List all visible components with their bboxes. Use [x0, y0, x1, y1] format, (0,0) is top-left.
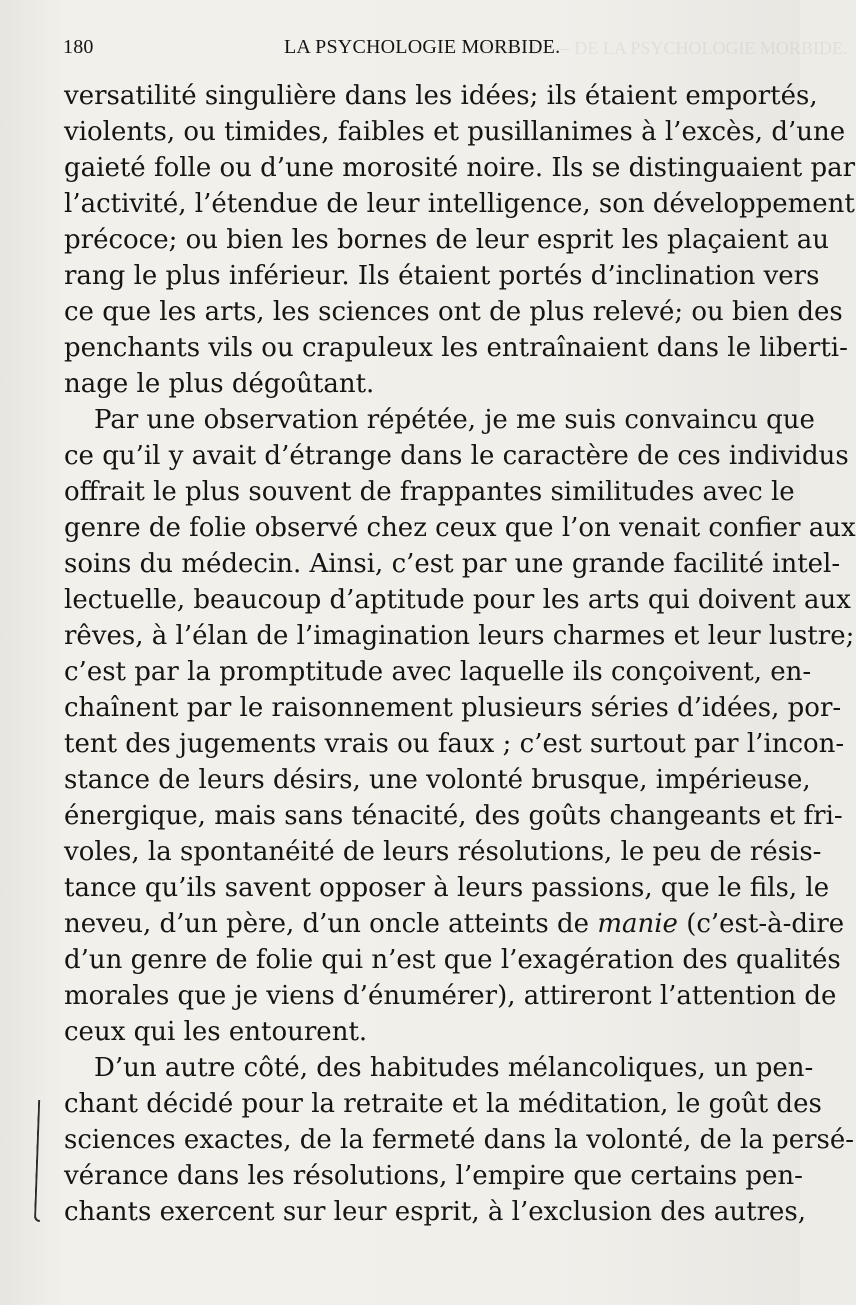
text-line: ceux qui les entourent.	[64, 1017, 368, 1047]
text-line: penchants vils ou crapuleux les entraînaient dans le liberti-	[64, 333, 848, 363]
text-line: vérance dans les résolutions, l’empire que certains pen-	[64, 1161, 803, 1191]
page-number: 180	[63, 36, 94, 58]
text-line: énergique, mais sans ténacité, des goûts changeants et fri-	[64, 801, 843, 831]
text-line: violents, ou timides, faibles et pusillanimes à l’excès, d’une	[64, 117, 846, 147]
text-line: chant décidé pour la retraite et la méditation, le goût des	[64, 1089, 822, 1119]
text-line: d’un genre de folie qui n’est que l’exagération des qualités	[64, 945, 841, 975]
text-line: tent des jugements vrais ou faux ; c’est surtout par l’incon-	[64, 729, 845, 759]
text-line: c’est par la promptitude avec laquelle ils conçoivent, en-	[64, 657, 812, 687]
text-line: ce qu’il y avait d’étrange dans le caractère de ces individus	[64, 441, 849, 471]
text-line: offrait le plus souvent de frappantes similitudes avec le	[64, 477, 795, 507]
text-line: Par une observation répétée, je me suis convaincu que	[94, 405, 815, 435]
text-line: chaînent par le raisonnement plusieurs séries d’idées, por-	[64, 693, 842, 723]
show-through-text: PART. II. — DE LA PSYCHOLOGIE MORBIDE.	[480, 38, 848, 58]
text-line: rêves, à l’élan de l’imagination leurs charmes et leur lustre;	[64, 621, 855, 651]
text-line: l’activité, l’étendue de leur intelligence, son développement	[64, 189, 855, 219]
text-line: chants exercent sur leur esprit, à l’exclusion des autres,	[64, 1197, 806, 1227]
text-line: voles, la spontanéité de leurs résolutions, le peu de résis-	[64, 837, 822, 867]
text-line: ce que les arts, les sciences ont de plus relevé; ou bien des	[64, 297, 843, 327]
text-line: lectuelle, beaucoup d’aptitude pour les arts qui doivent aux	[64, 585, 851, 615]
text-line: stance de leurs désirs, une volonté brusque, impérieuse,	[64, 765, 811, 795]
page-header	[63, 36, 803, 66]
text-line: morales que je viens d’énumérer), attireront l’attention de	[64, 981, 837, 1011]
text-fragment: neveu, d’un père, d’un oncle atteints de	[64, 909, 590, 939]
text-line: D’un autre côté, des habitudes mélancoliques, un pen-	[94, 1053, 814, 1083]
text-line: nage le plus dégoûtant.	[64, 369, 375, 399]
text-line: précoce; ou bien les bornes de leur esprit les plaçaient au	[64, 225, 829, 255]
text-line: soins du médecin. Ainsi, c’est par une grande facilité intel-	[64, 549, 841, 579]
text-line: sciences exactes, de la fermeté dans la volonté, de la persé-	[64, 1125, 855, 1155]
text-line: versatilité singulière dans les idées; ils étaient emportés,	[64, 81, 818, 111]
running-title: LA PSYCHOLOGIE MORBIDE.	[284, 36, 561, 58]
text-fragment: (c’est-à-dire	[686, 909, 845, 939]
text-line: tance qu’ils savent opposer à leurs passions, que le fils, le	[64, 873, 830, 903]
text-line: rang le plus inférieur. Ils étaient portés d’inclination vers	[64, 261, 820, 291]
text-line	[64, 906, 845, 942]
text-line: genre de folie observé chez ceux que l’on venait confier aux	[64, 513, 856, 543]
italic-term: manie	[597, 909, 678, 939]
text-line: gaieté folle ou d’une morosité noire. Ils se distinguaient par	[64, 153, 856, 183]
